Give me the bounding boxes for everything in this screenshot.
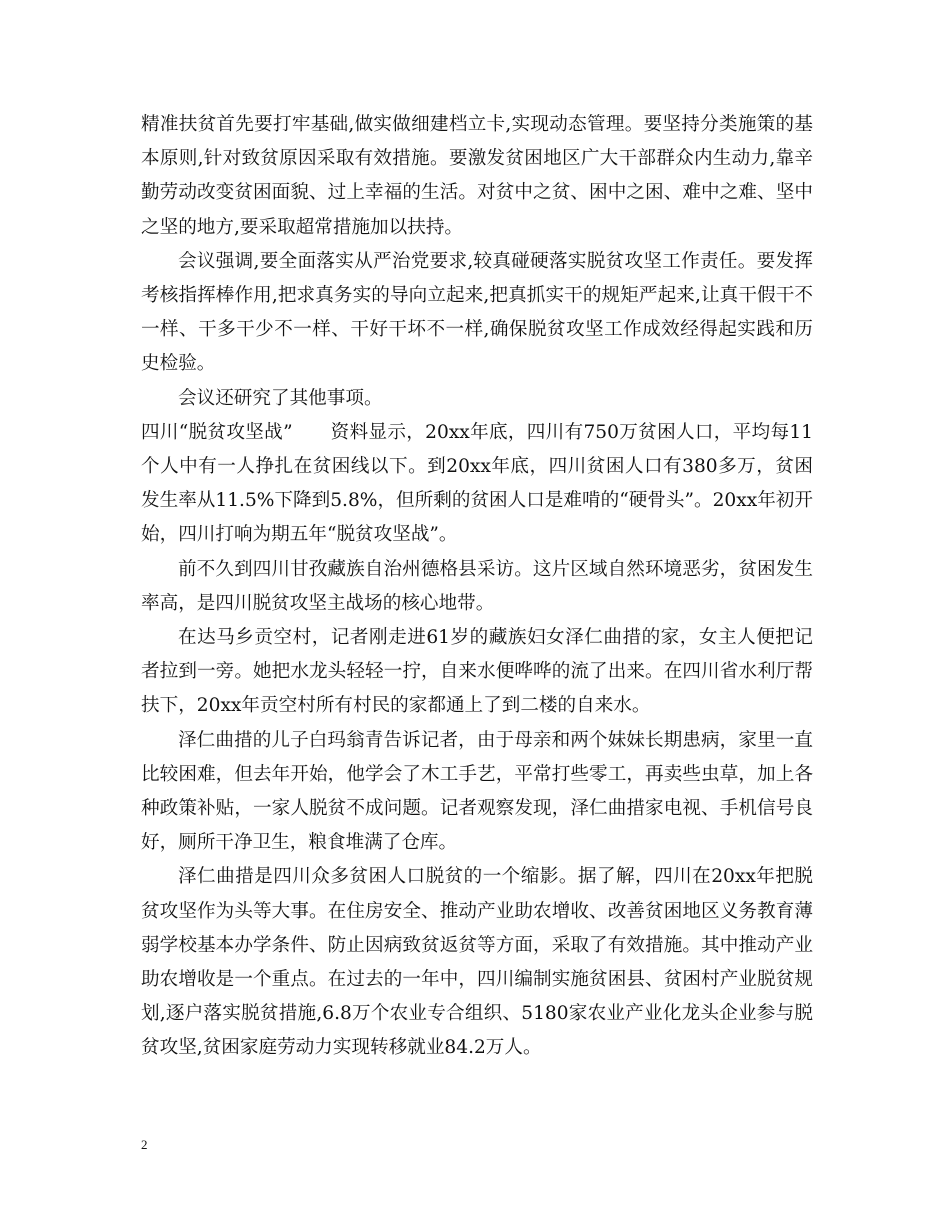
paragraph-4: 四川“脱贫攻坚战” 资料显示，20xx年底，四川有750万贫困人口，平均每11个人中有一人挣扎在贫困线以下。到20xx年底，四川贫困人口有380多万，贫困发生率从11.5%下降到5.8%，但所剩的贫困人口是难啃的“硬骨头”。20xx年初开始，四川打响为期五年“脱贫攻坚战”。 [141,421,813,546]
paragraph-2: 会议强调,要全面落实从严治党要求,较真碰硬落实脱贫攻坚工作责任。要发挥考核指挥棒作用,把求真务实的导向立起来,把真抓实干的规矩严起来,让真干假干不一样、干多干少不一样、干好干坏不一样,确保脱贫攻坚工作成效经得起实践和历史检验。 [141,250,813,375]
paragraph-3: 会议还研究了其他事项。 [178,387,383,409]
paragraph-7: 泽仁曲措的儿子白玛翁青告诉记者，由于母亲和两个妹妹长期患病，家里一直比较困难，但去年开始，他学会了木工手艺，平常打些零工，再卖些虫草，加上各种政策补贴，一家人脱贫不成问题。记者观察发现，泽仁曲措家电视、手机信号良好，厕所干净卫生，粮食堆满了仓库。 [141,729,813,854]
page-number: 2 [141,1137,148,1152]
document-body [141,108,813,1066]
paragraph-8: 泽仁曲措是四川众多贫困人口脱贫的一个缩影。据了解，四川在20xx年把脱贫攻坚作为头等大事。在住房安全、推动产业助农增收、改善贫困地区义务教育薄弱学校基本办学条件、防止因病致贫返贫等方面，采取了有效措施。其中推动产业助农增收是一个重点。在过去的一年中，四川编制实施贫困县、贫困村产业脱贫规划,逐户落实脱贫措施,6.8万个农业专合组织、5180家农业产业化龙头企业参与脱贫攻坚,贫困家庭劳动力实现转移就业84.2万人。 [141,866,813,1059]
paragraph-5: 前不久到四川甘孜藏族自治州德格县采访。这片区域自然环境恶劣，贫困发生率高，是四川脱贫攻坚主战场的核心地带。 [141,558,813,614]
paragraph-1: 精准扶贫首先要打牢基础,做实做细建档立卡,实现动态管理。要坚持分类施策的基本原则,针对致贫原因采取有效措施。要激发贫困地区广大干部群众内生动力,靠辛勤劳动改变贫困面貌、过上幸福的生活。对贫中之贫、困中之困、难中之难、坚中之坚的地方,要采取超常措施加以扶持。 [141,114,813,238]
paragraph-6: 在达马乡贡空村，记者刚走进61岁的藏族妇女泽仁曲措的家，女主人便把记者拉到一旁。她把水龙头轻轻一拧，自来水便哗哗的流了出来。在四川省水利厅帮扶下，20xx年贡空村所有村民的家都通上了到二楼的自来水。 [141,627,813,717]
